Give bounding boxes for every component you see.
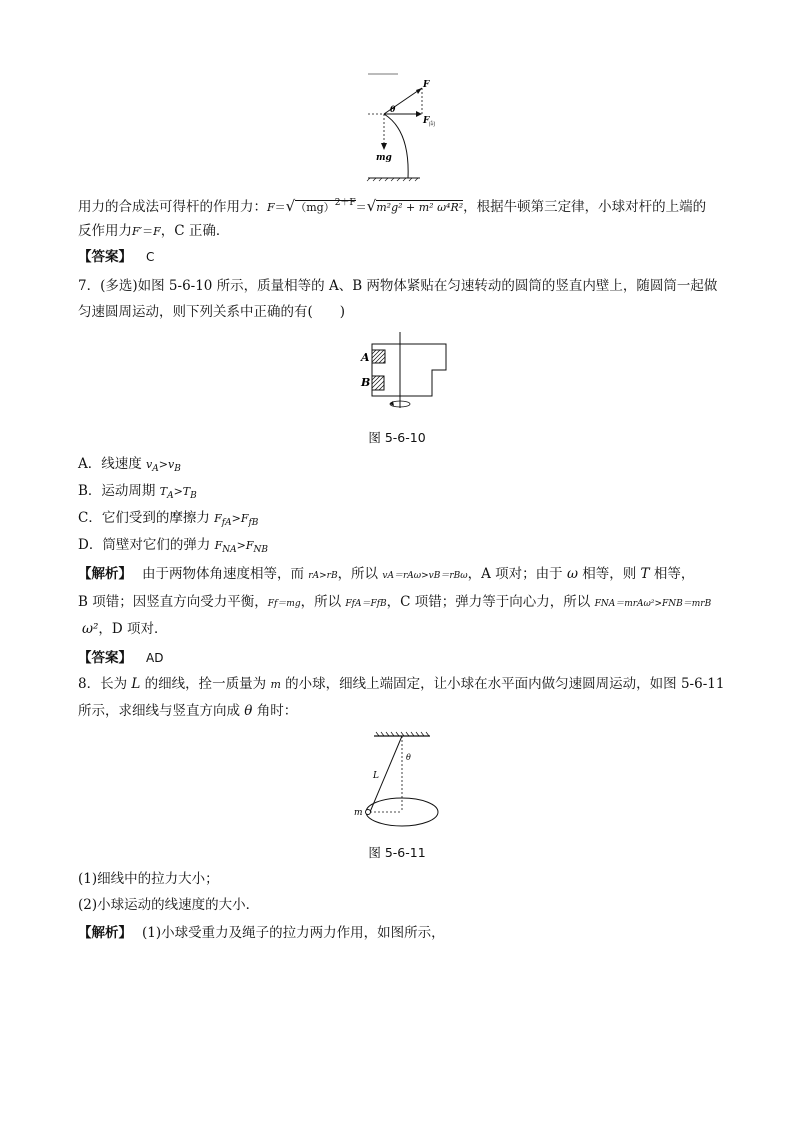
label-theta-pendulum: θ bbox=[406, 753, 411, 762]
label-mg: mg bbox=[376, 153, 392, 163]
ball bbox=[366, 810, 371, 815]
analysis7-line2 bbox=[78, 592, 711, 614]
analysis7-Ff: Ff＝mg bbox=[267, 599, 301, 609]
conical-pendulum-figure bbox=[344, 728, 448, 834]
option-A-expr1: v bbox=[146, 458, 153, 471]
option-D-sub1: NA bbox=[222, 545, 237, 555]
option-D-rel: > bbox=[236, 539, 246, 552]
label-F: F bbox=[423, 80, 430, 90]
sqrt-plus: 2＋F bbox=[334, 198, 356, 208]
q8-text-a: 8．长为 bbox=[78, 676, 132, 692]
q7-option-B bbox=[78, 481, 197, 506]
analysis7-text-g: ，所以 bbox=[300, 594, 346, 610]
label-F-centripetal-sub: 向 bbox=[429, 121, 436, 128]
q8-caption: 图 5-6-11 bbox=[368, 845, 426, 860]
q8-m: m bbox=[270, 678, 281, 691]
resultant-arrowhead bbox=[416, 88, 422, 94]
answer6 bbox=[78, 247, 154, 267]
analysis7-line3 bbox=[82, 619, 168, 639]
analysis8-text: (1)小球受重力及绳子的拉力两力作用，如图所示， bbox=[142, 925, 445, 941]
sqrt-icon-2: √ bbox=[366, 197, 377, 215]
option-D-expr2: F bbox=[245, 539, 254, 552]
analysis8-label: 【解析】 bbox=[78, 925, 132, 941]
analysis7-omega: ω bbox=[566, 566, 578, 582]
option-B-expr1: T bbox=[159, 485, 168, 498]
analysis8 bbox=[78, 923, 445, 943]
solution6-Fprime: F′ bbox=[132, 225, 143, 238]
analysis7-label: 【解析】 bbox=[78, 566, 132, 582]
q8-L: L bbox=[131, 676, 141, 692]
analysis7-omega2: ω² bbox=[82, 621, 99, 637]
answer7 bbox=[78, 648, 163, 668]
option-A-sub1: A bbox=[152, 464, 159, 474]
analysis7-v: vA＝rAω>vB＝rBω bbox=[382, 571, 468, 581]
analysis7-FN: FNA＝mrAω²>FNB＝mrB bbox=[594, 599, 712, 609]
solution6-text-b: ，根据牛顿第三定律，小球对杆的上端的 bbox=[463, 199, 707, 215]
analysis7-text-b: ，所以 bbox=[337, 566, 383, 582]
sqrt-body-1 bbox=[295, 200, 355, 214]
label-A: A bbox=[361, 351, 370, 364]
option-C-prefix: C．它们受到的摩擦力 bbox=[78, 510, 215, 526]
solution6-text-d: ，C 正确． bbox=[160, 223, 230, 239]
option-D-sub2: NB bbox=[253, 545, 268, 555]
q8-text-e: 角时： bbox=[252, 703, 298, 719]
analysis7-line1 bbox=[78, 564, 694, 586]
q8-line2 bbox=[78, 701, 297, 721]
q7-caption: 图 5-6-10 bbox=[368, 430, 426, 445]
option-D-prefix: D．筒壁对它们的弹力 bbox=[78, 537, 215, 553]
label-F-centripetal: F bbox=[423, 116, 430, 126]
label-m-pendulum: m bbox=[354, 808, 363, 818]
q8-sub1: (1)细线中的拉力大小； bbox=[78, 871, 219, 887]
label-B: B bbox=[361, 376, 371, 389]
option-B-expr2: T bbox=[182, 485, 191, 498]
answer6-value: C bbox=[146, 250, 155, 264]
solution6-line2 bbox=[78, 221, 229, 242]
option-D-expr1: F bbox=[214, 539, 223, 552]
option-B-sub1: A bbox=[167, 491, 174, 501]
answer7-value: AD bbox=[146, 651, 164, 665]
q8-theta: θ bbox=[244, 703, 253, 719]
option-C-expr1: F bbox=[214, 512, 222, 525]
q7-option-D bbox=[78, 535, 268, 560]
option-C-sub2: fB bbox=[248, 518, 259, 528]
solution6-eq: ＝ bbox=[274, 201, 286, 214]
option-B-sub2: B bbox=[190, 491, 197, 501]
option-C-sub1: fA bbox=[221, 518, 232, 528]
solution6-text-c: 反作用力 bbox=[78, 223, 132, 239]
option-A-prefix: A．线速度 bbox=[78, 456, 147, 472]
centripetal-arrowhead bbox=[416, 111, 422, 117]
option-A-expr2: v bbox=[167, 458, 175, 471]
answer7-label: 【答案】 bbox=[78, 650, 132, 666]
option-B-prefix: B．运动周期 bbox=[78, 483, 160, 499]
sqrt-inner-2: m²g² + m² ω⁴R² bbox=[376, 201, 464, 214]
option-A-rel: > bbox=[158, 458, 168, 471]
analysis7-text-h: ，C 项错；弹力等于向心力，所以 bbox=[386, 594, 595, 610]
solution6-line1 bbox=[78, 193, 706, 218]
solution6-F: F bbox=[267, 201, 275, 214]
analysis7-text-c: ，A 项对；由于 bbox=[467, 566, 567, 582]
gravity-arrowhead bbox=[381, 143, 387, 150]
solution6-eq2: ＝ bbox=[355, 201, 367, 214]
cylinder-figure bbox=[342, 328, 452, 418]
solution6-text-a: 用力的合成法可得杆的作用力： bbox=[78, 199, 267, 215]
option-C-expr2: F bbox=[240, 512, 249, 525]
label-theta: θ bbox=[390, 104, 396, 114]
analysis7-FfA: FfA＝FfB bbox=[345, 599, 387, 609]
analysis7-T: T bbox=[640, 566, 650, 582]
answer6-label: 【答案】 bbox=[78, 249, 132, 265]
q8-text-c: 的小球，细线上端固定，让小球在水平面内做匀速圆周运动，如图 5-6-11 bbox=[280, 676, 725, 692]
option-C-rel: > bbox=[231, 512, 241, 525]
analysis7-text-f: B 项错；因竖直方向受力平衡， bbox=[78, 594, 268, 610]
q7-option-C bbox=[78, 508, 258, 533]
analysis7-r: rA>rB bbox=[308, 571, 338, 581]
analysis7-text-i: ，D 项对． bbox=[98, 621, 168, 637]
option-B-rel: > bbox=[173, 485, 183, 498]
solution6-F2: F bbox=[153, 225, 161, 238]
label-L-pendulum: L bbox=[373, 771, 379, 781]
analysis7-text-e: 相等， bbox=[649, 566, 695, 582]
q7-line2: 匀速圆周运动，则下列关系中正确的有( ) bbox=[78, 304, 346, 320]
q7-option-A bbox=[78, 454, 181, 479]
solution6-eq3: ＝ bbox=[142, 225, 154, 238]
rod-curve bbox=[384, 114, 408, 178]
q8-line1 bbox=[78, 674, 724, 695]
analysis7-text-d: 相等，则 bbox=[577, 566, 641, 582]
sqrt-icon: √ bbox=[285, 197, 296, 215]
force-diagram-figure bbox=[350, 70, 450, 182]
analysis7-text-a: 由于两物体角速度相等，而 bbox=[142, 566, 309, 582]
q8-sub2: (2)小球运动的线速度的大小． bbox=[78, 897, 260, 913]
sqrt-inner-1: （mg） bbox=[295, 201, 335, 214]
option-A-sub2: B bbox=[174, 464, 181, 474]
q8-text-d: 所示，求细线与竖直方向成 bbox=[78, 703, 245, 719]
q8-text-b: 的细线，拴一质量为 bbox=[140, 676, 271, 692]
q7-line1: 7．(多选)如图 5-6-10 所示，质量相等的 A、B 两物体紧贴在匀速转动的圆筒的竖直内壁上，随圆筒一起做 bbox=[78, 278, 718, 294]
